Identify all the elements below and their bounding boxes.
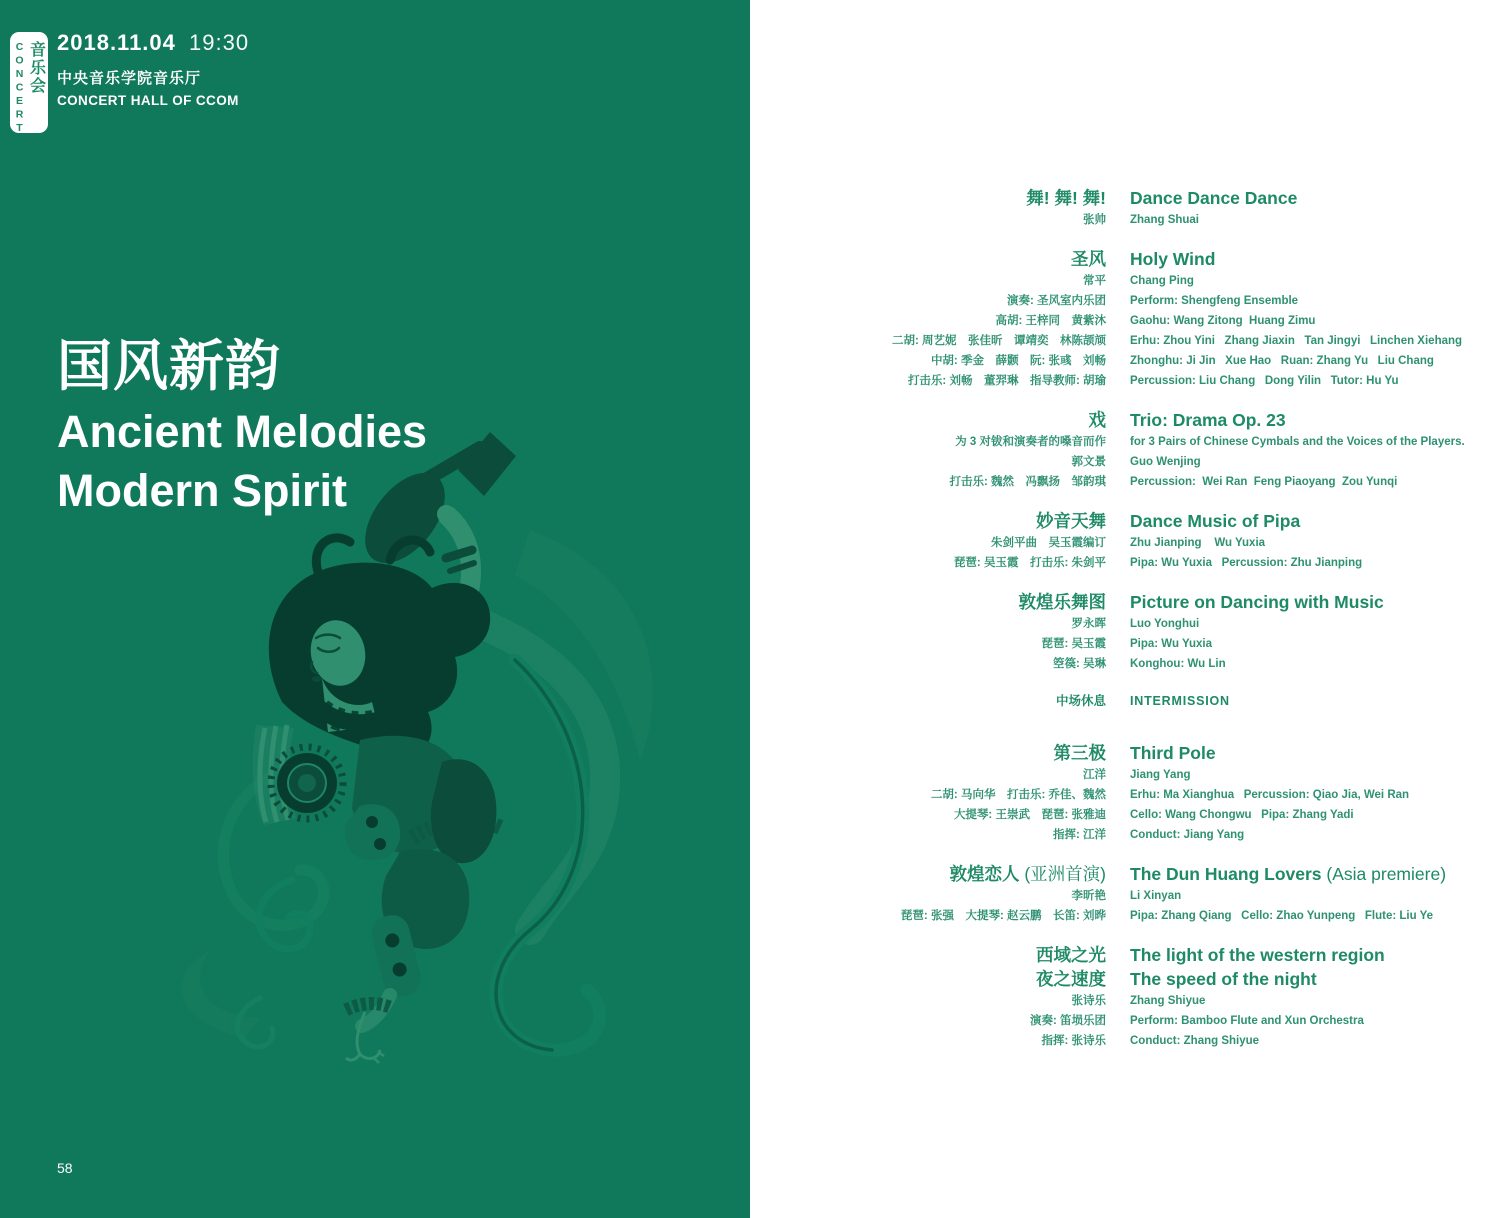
program-row — [750, 351, 1500, 371]
program-block — [750, 408, 1500, 492]
program-en-text: Perform: Shengfeng Ensemble — [1130, 295, 1299, 307]
program-cn-text: 夜之速度 — [1036, 969, 1106, 989]
program-cn-text: 打击乐: 魏然 冯飘扬 邹韵琪 — [949, 476, 1106, 488]
program-en-text: Holy Wind — [1130, 249, 1216, 269]
program-block — [750, 943, 1500, 1051]
venue-name-cn: 中央音乐学院音乐厅 — [57, 70, 202, 87]
program-en-text: Jiang Yang — [1130, 769, 1191, 781]
program-row — [750, 991, 1500, 1011]
program-row — [750, 210, 1500, 230]
program-row — [750, 247, 1500, 271]
program-cn-text: 第三极 — [1053, 743, 1106, 763]
program-en-text: Zhang Shuai — [1130, 214, 1199, 226]
program-cn-text: 琵琶: 张强 大提琴: 赵云鹏 长笛: 刘晔 — [900, 910, 1106, 922]
program-cn-text: 中场休息 — [1055, 694, 1106, 708]
program-block — [750, 509, 1500, 573]
program-row — [750, 614, 1500, 634]
program-en-text: Erhu: Ma Xianghua Percussion: Qiao Jia, Wei Ran — [1130, 789, 1410, 801]
program-en-text: Pipa: Wu Yuxia Percussion: Zhu Jianping — [1130, 557, 1363, 569]
program-cn-text: 西域之光 — [1036, 945, 1106, 965]
concert-title-en-line2: Modern Spirit — [57, 465, 347, 516]
program-row — [750, 271, 1500, 291]
program-cn-text: 为 3 对钹和演奏者的嗓音而作 — [955, 436, 1106, 448]
program-en-text: Li Xinyan — [1130, 890, 1182, 902]
program-row — [750, 553, 1500, 573]
program-cn-text: 戏 — [1088, 410, 1106, 430]
program-row — [750, 291, 1500, 311]
program-cn-text: 箜篌: 吴琳 — [1052, 658, 1106, 670]
apsara-illustration — [60, 410, 720, 1110]
program-cn-text: 李昕艳 — [1071, 890, 1106, 902]
program-en-text: Third Pole — [1130, 743, 1216, 763]
event-date: 2018.11.04 — [57, 30, 176, 55]
program-cn-text: 大提琴: 王崇武 琵琶: 张雅迪 — [953, 809, 1106, 821]
program-row — [750, 472, 1500, 492]
program-en-text: Dance Dance Dance — [1130, 188, 1298, 208]
program-en-text: Zhang Shiyue — [1130, 995, 1206, 1007]
program-list — [750, 186, 1500, 1068]
program-en-text: Picture on Dancing with Music — [1130, 592, 1384, 612]
concert-tab-en-label: CONCERT — [13, 41, 26, 136]
event-date-line — [57, 30, 249, 56]
concert-tab-cn-label: 音乐会 — [27, 41, 45, 95]
program-row — [750, 785, 1500, 805]
program-cn-text: 二胡: 周艺妮 张佳昕 谭靖奕 林陈颉颃 — [891, 335, 1106, 347]
program-row — [750, 311, 1500, 331]
program-block — [750, 186, 1500, 230]
program-row — [750, 590, 1500, 614]
program-row — [750, 331, 1500, 351]
program-cn-text: 朱剑平曲 吴玉霞编订 — [991, 537, 1106, 549]
program-cn-text: 敦煌乐舞图 — [1018, 592, 1106, 612]
event-time: 19:30 — [189, 30, 250, 55]
program-cn-text: 指挥: 江洋 — [1052, 829, 1106, 841]
program-row — [750, 741, 1500, 765]
program-cn-text: 张诗乐 — [1071, 995, 1106, 1007]
concert-tab — [10, 32, 48, 136]
program-en-text: Luo Yonghui — [1130, 618, 1200, 630]
program-block — [750, 590, 1500, 674]
program-cn-text: 演奏: 笛埙乐团 — [1029, 1015, 1106, 1027]
program-row — [750, 371, 1500, 391]
program-en-text: Zhu Jianping Wu Yuxia — [1130, 537, 1266, 549]
program-panel — [750, 0, 1500, 1218]
program-row — [750, 186, 1500, 210]
program-cn-text: 罗永晖 — [1071, 618, 1106, 630]
program-row — [750, 825, 1500, 845]
program-en-text: Zhonghu: Ji Jin Xue Hao Ruan: Zhang Yu Liu Chang — [1130, 355, 1434, 367]
program-en-text: for 3 Pairs of Chinese Cymbals and the Voices of the Players. — [1130, 436, 1465, 448]
program-en-text: Conduct: Zhang Shiyue — [1130, 1035, 1260, 1047]
concert-title-en-line1: Ancient Melodies — [57, 406, 428, 457]
program-row — [750, 765, 1500, 785]
program-row — [750, 862, 1500, 886]
program-cn-text: 演奏: 圣风室内乐团 — [1006, 295, 1106, 307]
program-en-text: INTERMISSION — [1130, 694, 1230, 708]
program-cn-text: 妙音天舞 — [1036, 511, 1106, 531]
program-en-text: Erhu: Zhou Yini Zhang Jiaxin Tan Jingyi Linchen Xiehang — [1130, 335, 1463, 347]
event-meta — [57, 30, 249, 108]
program-cn-text: 琵琶: 吴玉霞 打击乐: 朱剑平 — [953, 557, 1106, 569]
program-cn-text: 圣风 — [1071, 249, 1106, 269]
program-row — [750, 1031, 1500, 1051]
program-en-text: Dance Music of Pipa — [1130, 511, 1301, 531]
venue-name-en: CONCERT HALL OF CCOM — [57, 93, 239, 108]
program-row — [750, 1011, 1500, 1031]
program-block — [750, 741, 1500, 845]
program-cn-text: 琵琶: 吴玉霞 — [1041, 638, 1106, 650]
program-row — [750, 533, 1500, 553]
page-number: 58 — [57, 1160, 73, 1176]
program-en-text: Konghou: Wu Lin — [1130, 658, 1226, 670]
program-cn-text: 郭文景 — [1071, 456, 1106, 468]
program-en-text: Pipa: Zhang Qiang Cello: Zhao Yunpeng Flute: Liu Ye — [1130, 910, 1434, 922]
program-en-text: Pipa: Wu Yuxia — [1130, 638, 1213, 650]
program-en-text: Perform: Bamboo Flute and Xun Orchestra — [1130, 1015, 1364, 1027]
program-row — [750, 509, 1500, 533]
program-cn-text: 舞! 舞! 舞! — [1026, 188, 1106, 208]
program-cn-text: 二胡: 马向华 打击乐: 乔佳、魏然 — [930, 789, 1106, 801]
program-en-text: Conduct: Jiang Yang — [1130, 829, 1245, 841]
program-en-text: Percussion: Wei Ran Feng Piaoyang Zou Yunqi — [1130, 476, 1398, 488]
program-block — [750, 247, 1500, 391]
program-cn-text: 打击乐: 刘畅 董羿琳 指导教师: 胡瑜 — [907, 375, 1106, 387]
program-cn-text: 常平 — [1083, 275, 1106, 287]
program-en-text: The speed of the night — [1130, 969, 1317, 989]
program-row — [750, 805, 1500, 825]
program-row — [750, 967, 1500, 991]
program-block — [750, 691, 1500, 711]
program-row — [750, 452, 1500, 472]
program-row — [750, 654, 1500, 674]
program-row — [750, 432, 1500, 452]
program-row — [750, 408, 1500, 432]
program-en-text: The Dun Huang Lovers (Asia premiere) — [1130, 864, 1447, 884]
program-en-text: The light of the western region — [1130, 945, 1385, 965]
program-row — [750, 943, 1500, 967]
program-en-text: Trio: Drama Op. 23 — [1130, 410, 1286, 430]
program-row — [750, 634, 1500, 654]
program-cn-text: 江洋 — [1083, 769, 1106, 781]
program-en-text: Chang Ping — [1130, 275, 1194, 287]
program-row — [750, 886, 1500, 906]
program-cn-text: 张帅 — [1083, 214, 1106, 226]
program-cn-text: 指挥: 张诗乐 — [1041, 1035, 1106, 1047]
program-en-text: Percussion: Liu Chang Dong Yilin Tutor: Hu Yu — [1130, 375, 1399, 387]
program-block — [750, 862, 1500, 926]
program-en-text: Gaohu: Wang Zitong Huang Zimu — [1130, 315, 1316, 327]
program-cn-text: 高胡: 王梓同 黄紫沐 — [995, 315, 1106, 327]
program-row — [750, 691, 1500, 711]
program-en-text: Cello: Wang Chongwu Pipa: Zhang Yadi — [1130, 809, 1354, 821]
program-cn-text: 敦煌恋人 (亚洲首演) — [949, 864, 1106, 884]
program-en-text: Guo Wenjing — [1130, 456, 1201, 468]
concert-title-cn: 国风新韵 — [57, 335, 282, 397]
program-cn-text: 中胡: 季金 薛颢 阮: 张彧 刘畅 — [930, 355, 1106, 367]
program-row — [750, 906, 1500, 926]
